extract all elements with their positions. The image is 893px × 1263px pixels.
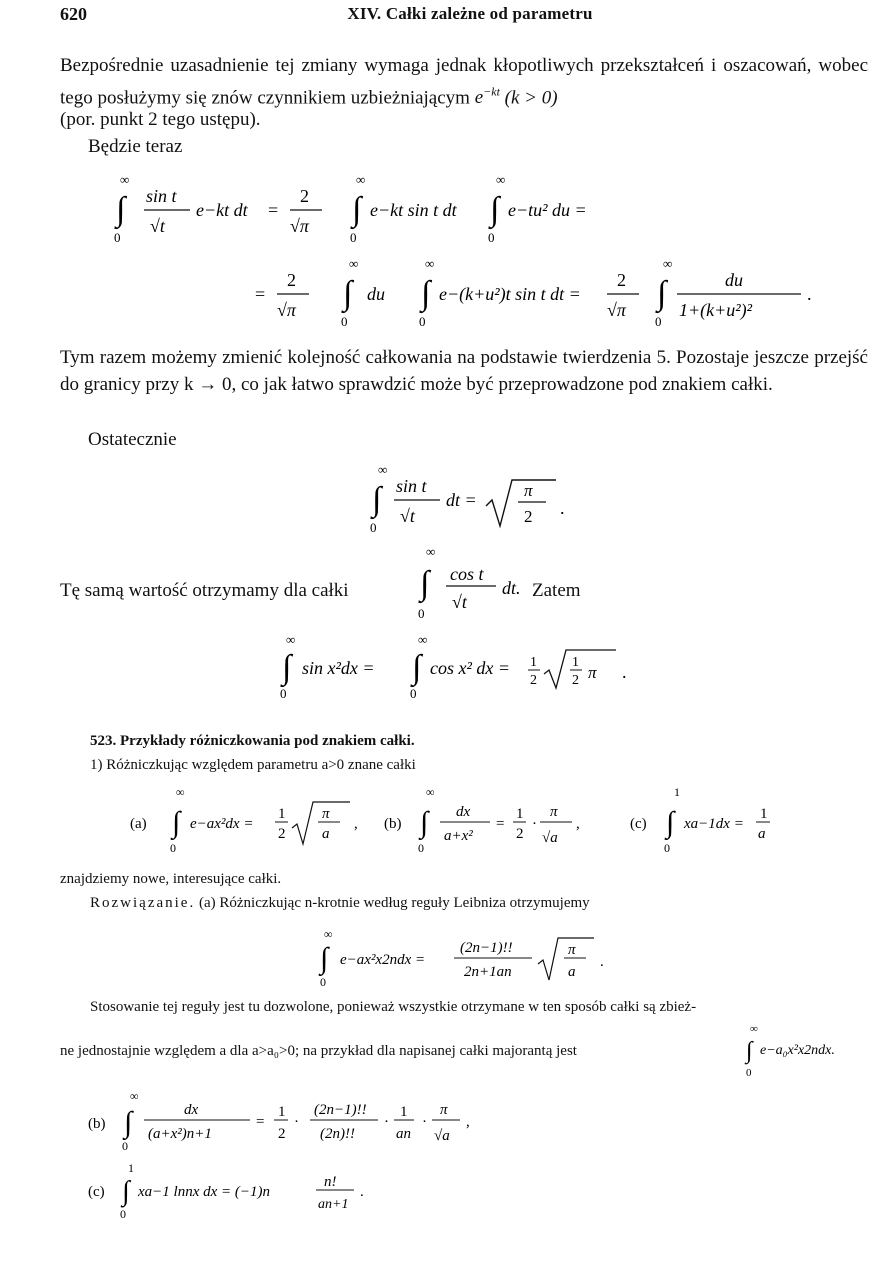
svg-text:sin t: sin t	[396, 476, 427, 496]
svg-text:cos t: cos t	[450, 564, 484, 584]
svg-text:∞: ∞	[426, 544, 436, 559]
sqrt-sign	[486, 480, 556, 526]
svg-text:0: 0	[410, 686, 417, 701]
svg-text:·: ·	[532, 816, 537, 832]
svg-text:1: 1	[760, 806, 768, 822]
svg-text:1+(k+u²)²: 1+(k+u²)²	[679, 300, 753, 320]
svg-text:0: 0	[664, 841, 670, 855]
svg-text:·: ·	[384, 1114, 389, 1130]
svg-text:1: 1	[516, 806, 524, 822]
svg-text:π: π	[322, 806, 330, 822]
justification-line-2: ne jednostajnie względem a dla a>a₀>0; na przykład dla napisanej całki majorantą jest	[60, 1043, 577, 1059]
paragraph-1	[60, 52, 868, 111]
svg-text:π: π	[550, 804, 558, 820]
svg-text:0: 0	[350, 230, 357, 245]
svg-text:0: 0	[170, 841, 176, 855]
solution-text: (a) Różniczkując n-krotnie według reguły Leibniza otrzymujemy	[195, 895, 590, 911]
limit-upper: ∞	[120, 172, 130, 187]
label-a: (a)	[130, 816, 147, 832]
svg-text:cos x² dx =: cos x² dx =	[430, 658, 511, 678]
paragraph-2: Będzie teraz	[88, 136, 183, 157]
svg-text:(b): (b)	[88, 1116, 106, 1132]
svg-text:∞: ∞	[130, 1089, 139, 1103]
coefficient-denominator: √π	[290, 216, 309, 236]
equation-term: e−kt dt	[196, 200, 248, 220]
svg-text:.: .	[600, 954, 604, 970]
svg-text:1: 1	[530, 655, 537, 670]
svg-text:√a: √a	[434, 1128, 450, 1144]
svg-text:∞: ∞	[426, 785, 435, 799]
svg-text:∞: ∞	[496, 172, 506, 187]
svg-text:(2n−1)!!: (2n−1)!!	[314, 1102, 367, 1118]
svg-text:xa−1dx =: xa−1dx =	[684, 816, 744, 832]
svg-text:1: 1	[572, 655, 579, 670]
svg-text:dt.: dt.	[502, 578, 521, 598]
page-header	[0, 0, 893, 30]
svg-text:dx: dx	[184, 1102, 199, 1118]
svg-text:∫: ∫	[412, 649, 422, 686]
equation-term: e−tu² du =	[508, 200, 587, 220]
svg-text:∞: ∞	[324, 927, 333, 941]
equation-3	[360, 460, 600, 540]
svg-text:∞: ∞	[418, 632, 428, 647]
label-c: (c)	[630, 816, 647, 832]
svg-text:∫: ∫	[746, 1038, 753, 1064]
svg-text:2n+1an: 2n+1an	[464, 964, 512, 980]
svg-text:∫: ∫	[657, 275, 667, 312]
result-b	[88, 1086, 528, 1154]
equation-1	[100, 170, 700, 250]
svg-text:du: du	[367, 284, 385, 304]
svg-text:e−a₀x²x2ndx.: e−a₀x²x2ndx.	[760, 1043, 835, 1058]
svg-text:1: 1	[278, 1104, 286, 1120]
svg-text:0: 0	[488, 230, 495, 245]
svg-text:2: 2	[572, 673, 579, 688]
svg-text:∫: ∫	[122, 1176, 130, 1207]
svg-text:=: =	[268, 200, 279, 220]
svg-text:du: du	[725, 270, 743, 290]
paragraph-1-text: Bezpośrednie uzasadnienie tej zmiany wymaga jednak kłopotliwych przekształceń i oszacowań, wobec tego posłużymy się znów czynnikiem uzbieżniającym	[60, 55, 868, 109]
svg-text:0: 0	[341, 314, 348, 329]
svg-text:0: 0	[122, 1139, 128, 1153]
svg-text:,: ,	[576, 816, 580, 832]
svg-text:∫: ∫	[490, 191, 500, 228]
svg-text:2: 2	[278, 1126, 286, 1142]
equation-2	[245, 254, 845, 338]
fraction-numerator: sin t	[146, 186, 177, 206]
solution-formula-a	[310, 924, 630, 990]
svg-text:π: π	[440, 1102, 448, 1118]
svg-text:0: 0	[746, 1067, 752, 1079]
svg-text:∫: ∫	[666, 806, 675, 839]
svg-text:∫: ∫	[420, 806, 429, 839]
svg-text:(2n−1)!!: (2n−1)!!	[460, 940, 513, 956]
svg-text:2: 2	[516, 826, 524, 842]
svg-text:1: 1	[278, 806, 286, 822]
svg-text:,: ,	[466, 1114, 470, 1130]
svg-text:dx: dx	[456, 804, 471, 820]
example-1-intro: 1) Różniczkując względem parametru a>0 znane całki	[90, 757, 416, 773]
svg-text:sin x²dx =: sin x²dx =	[302, 658, 375, 678]
svg-text:an+1: an+1	[318, 1197, 349, 1212]
svg-text:2: 2	[617, 270, 626, 290]
svg-text:∞: ∞	[356, 172, 366, 187]
svg-text:√π: √π	[607, 300, 626, 320]
integral-sign: ∫	[116, 191, 126, 228]
paragraph-3: Tym razem możemy zmienić kolejność całkowania na podstawie twierdzenia 5. Pozostaje jeszcze przejść do granicy przy k → 0, co jak łatwo sprawdzić może być przeprowadzone pod znakiem całki.	[60, 347, 868, 395]
svg-text:∫: ∫	[352, 191, 362, 228]
svg-text:π: π	[588, 663, 597, 682]
solution-label: Rozwiązanie.	[90, 895, 196, 911]
equation-term: e−kt sin t dt	[370, 200, 457, 220]
svg-text:0: 0	[120, 1207, 126, 1221]
svg-text:1: 1	[674, 785, 680, 799]
svg-text:e−ax²x2ndx =: e−ax²x2ndx =	[340, 952, 426, 968]
svg-text:=: =	[256, 1114, 265, 1130]
svg-text:0: 0	[418, 606, 425, 621]
svg-text:,: ,	[354, 816, 358, 832]
svg-text:a: a	[568, 964, 576, 980]
svg-text:=: =	[496, 816, 505, 832]
svg-text:an: an	[396, 1126, 411, 1142]
justification-line-1: Stosowanie tej reguły jest tu dozwolone, ponieważ wszystkie otrzymane w ten sposób całki są zbież-	[90, 999, 697, 1015]
svg-text:2: 2	[524, 507, 533, 526]
svg-text:√π: √π	[277, 300, 296, 320]
section-title: 523. Przykłady różniczkowania pod znakiem całki.	[90, 733, 415, 749]
svg-text:∫: ∫	[282, 649, 292, 686]
svg-text:1: 1	[128, 1161, 134, 1175]
svg-text:·: ·	[422, 1114, 427, 1130]
svg-text:∞: ∞	[176, 785, 185, 799]
svg-text:√t: √t	[452, 592, 467, 612]
svg-text:a: a	[322, 826, 330, 842]
svg-text:.: .	[622, 662, 627, 682]
limit-lower: 0	[114, 230, 121, 245]
svg-text:0: 0	[418, 841, 424, 855]
equation-term: e−(k+u²)t sin t dt =	[439, 284, 581, 304]
page-number: 620	[60, 4, 87, 24]
running-title: XIV. Całki zależne od parametru	[347, 4, 593, 23]
result-c	[88, 1160, 488, 1222]
svg-text:∫: ∫	[420, 565, 430, 602]
convergence-factor: $e^{-kt}$	[474, 85, 500, 109]
svg-text:0: 0	[280, 686, 287, 701]
svg-text:0: 0	[370, 520, 377, 535]
svg-text:π: π	[524, 481, 533, 500]
paragraph-4: Ostatecznie	[88, 429, 177, 450]
fraction-denominator: √t	[150, 216, 165, 236]
svg-text:xa−1 lnnx dx = (−1)n: xa−1 lnnx dx = (−1)n	[138, 1184, 270, 1200]
svg-text:.: .	[360, 1184, 364, 1200]
paragraph-5-end: Zatem	[532, 580, 581, 601]
solution-intro	[90, 892, 870, 914]
svg-text:2: 2	[287, 270, 296, 290]
svg-text:e−ax²dx =: e−ax²dx =	[190, 816, 254, 832]
svg-text:∫: ∫	[421, 275, 431, 312]
svg-text:∞: ∞	[425, 256, 435, 271]
svg-text:0: 0	[655, 314, 662, 329]
svg-text:√t: √t	[400, 506, 415, 526]
example-1-after: znajdziemy nowe, interesujące całki.	[60, 871, 282, 887]
svg-text:∞: ∞	[349, 256, 359, 271]
svg-text:(c): (c)	[88, 1184, 105, 1200]
svg-text:∫: ∫	[172, 806, 181, 839]
svg-text:=: =	[255, 284, 266, 304]
svg-text:∞: ∞	[750, 1023, 758, 1035]
svg-text:.: .	[807, 284, 812, 304]
svg-text:n!: n!	[324, 1174, 337, 1190]
convergence-condition: (k > 0)	[499, 87, 558, 109]
svg-text:∞: ∞	[286, 632, 296, 647]
svg-text:2: 2	[530, 673, 537, 688]
svg-text:∫: ∫	[124, 1106, 133, 1139]
svg-text:·: ·	[294, 1114, 299, 1130]
majorant-integral	[740, 1020, 880, 1080]
svg-text:a+x²: a+x²	[444, 828, 473, 844]
paragraph-1-end: (por. punkt 2 tego ustępu).	[60, 109, 261, 130]
svg-text:0: 0	[419, 314, 426, 329]
svg-text:π: π	[568, 942, 576, 958]
label-b: (b)	[384, 816, 402, 832]
paragraph-5-start: Tę samą wartość otrzymamy dla całki	[60, 580, 349, 601]
svg-text:∞: ∞	[663, 256, 673, 271]
svg-text:2: 2	[278, 826, 286, 842]
svg-text:∞: ∞	[378, 462, 388, 477]
svg-text:∫: ∫	[372, 481, 382, 518]
svg-text:0: 0	[320, 975, 326, 989]
svg-text:dt =: dt =	[446, 490, 477, 510]
svg-text:∫: ∫	[320, 942, 329, 975]
svg-text:.: .	[560, 498, 565, 518]
svg-text:√a: √a	[542, 830, 558, 846]
equation-4	[270, 630, 690, 704]
svg-text:1: 1	[400, 1104, 408, 1120]
coefficient-numerator: 2	[300, 186, 309, 206]
svg-text:a: a	[758, 826, 766, 842]
example-integrals	[100, 782, 800, 856]
svg-text:∫: ∫	[343, 275, 353, 312]
svg-text:(2n)!!: (2n)!!	[320, 1126, 355, 1142]
svg-text:(a+x²)n+1: (a+x²)n+1	[148, 1126, 212, 1142]
